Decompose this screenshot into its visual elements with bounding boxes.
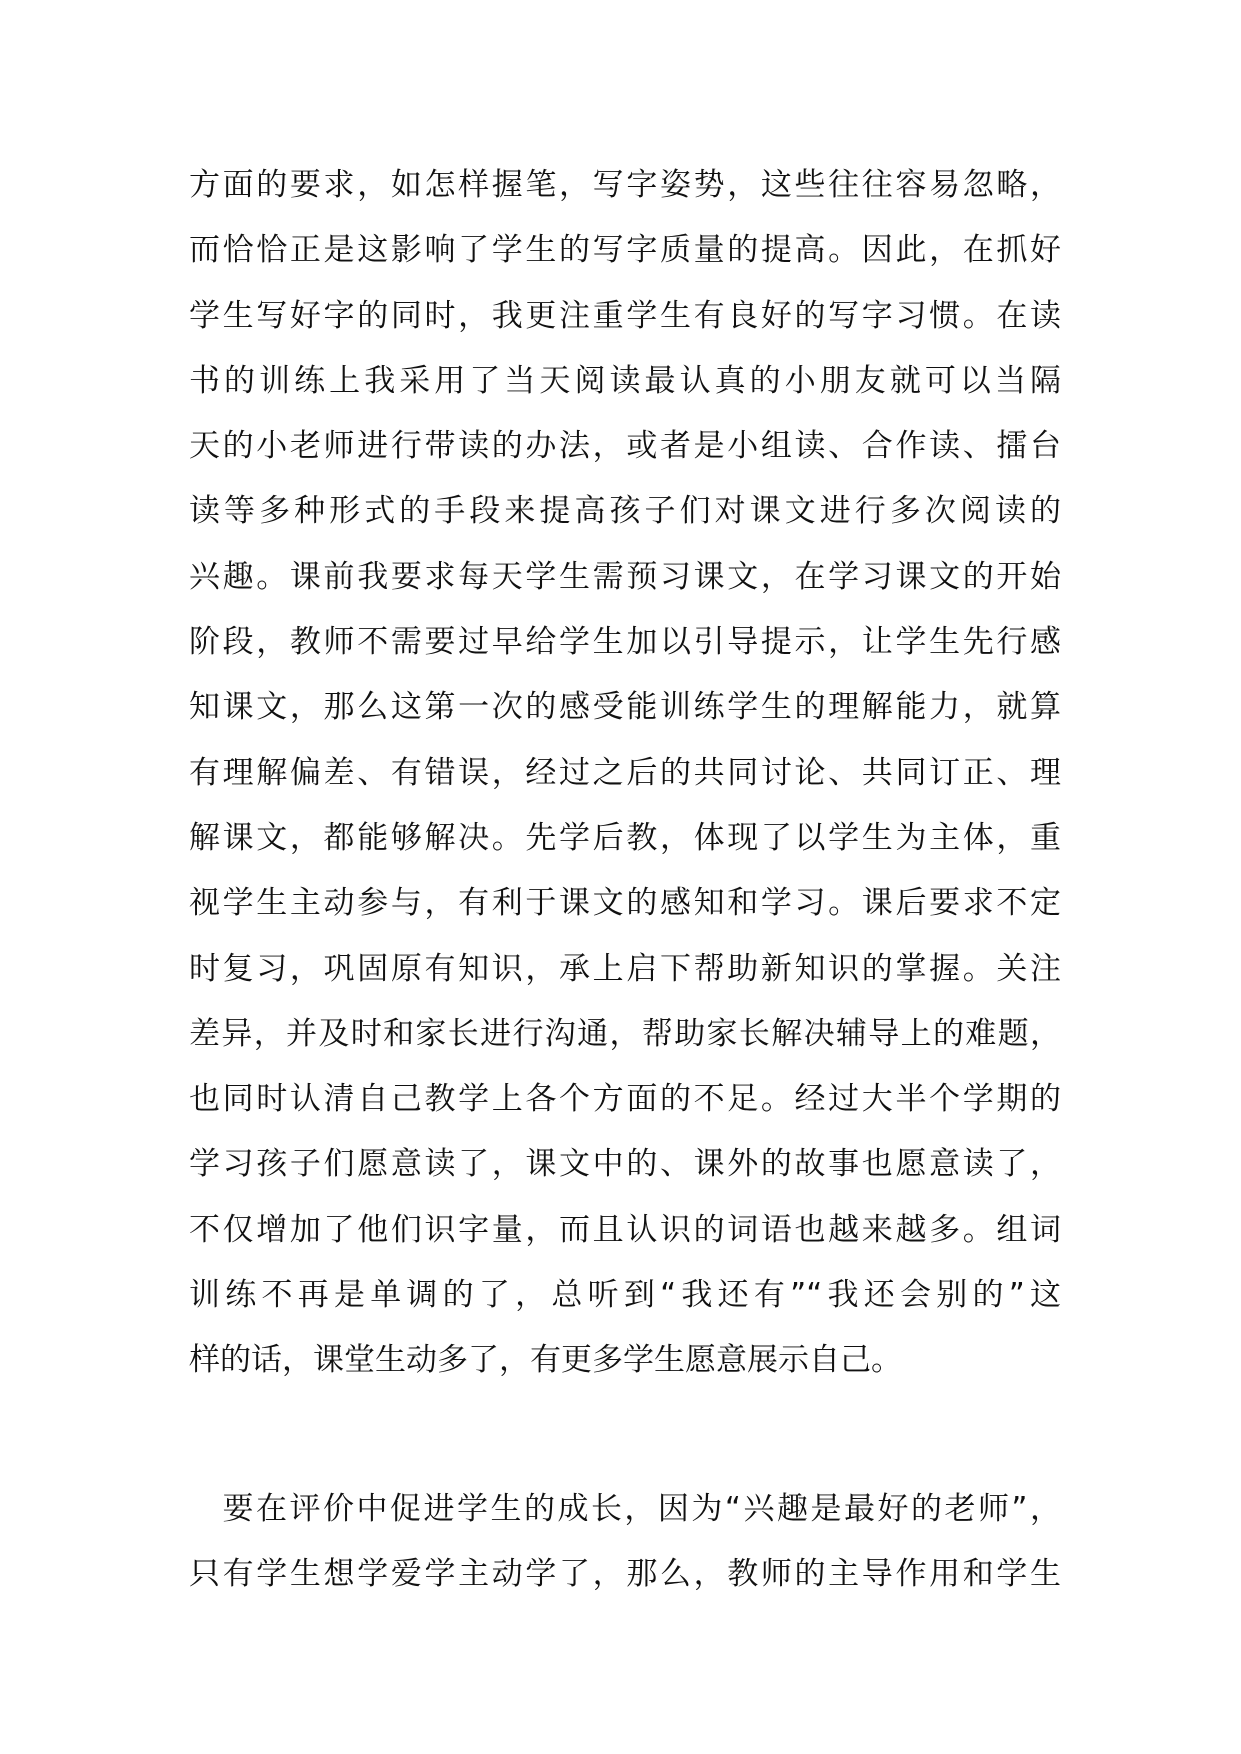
text-line: 兴趣。课前我要求每天学生需预习课文，在学习课文的开始 xyxy=(189,558,1061,595)
text-line: 只有学生想学爱学主动学了，那么，教师的主导作用和学生 xyxy=(189,1556,1061,1593)
text-line: 而恰恰正是这影响了学生的写字质量的提高。因此，在抓好 xyxy=(189,232,1061,269)
text-line: 天的小老师进行带读的办法，或者是小组读、合作读、擂台 xyxy=(189,428,1061,465)
text-line: 学生写好字的同时，我更注重学生有良好的写字习惯。在读 xyxy=(189,297,1061,334)
text-line: 读等多种形式的手段来提高孩子们对课文进行多次阅读的 xyxy=(189,493,1061,530)
text-line: 视学生主动参与，有利于课文的感知和学习。课后要求不定 xyxy=(189,885,1061,922)
text-line: 时复习，巩固原有知识，承上启下帮助新知识的掌握。关注 xyxy=(189,950,1061,987)
paragraph-1 xyxy=(189,153,1061,1394)
text-line: 也同时认清自己教学上各个方面的不足。经过大半个学期的 xyxy=(189,1081,1061,1118)
text-line: 差异，并及时和家长进行沟通，帮助家长解决辅导上的难题， xyxy=(189,1015,1061,1052)
text-line: 训练不再是单调的了，总听到“我还有”“我还会别的”这 xyxy=(189,1277,1061,1314)
text-line: 要在评价中促进学生的成长，因为“兴趣是最好的老师”， xyxy=(189,1491,1061,1527)
text-line: 不仅增加了他们识字量，而且认识的词语也越来越多。组词 xyxy=(189,1211,1061,1248)
text-line: 方面的要求，如怎样握笔，写字姿势，这些往往容易忽略， xyxy=(189,167,1061,203)
text-line: 样的话，课堂生动多了，有更多学生愿意展示自己。 xyxy=(189,1342,902,1379)
text-line: 书的训练上我采用了当天阅读最认真的小朋友就可以当隔 xyxy=(189,362,1061,399)
text-line: 阶段，教师不需要过早给学生加以引导提示，让学生先行感 xyxy=(189,624,1061,661)
paragraph-2 xyxy=(189,1477,1061,1608)
text-line: 有理解偏差、有错误，经过之后的共同讨论、共同订正、理 xyxy=(189,754,1061,791)
text-line: 解课文，都能够解决。先学后教，体现了以学生为主体，重 xyxy=(189,819,1061,856)
text-line: 学习孩子们愿意读了，课文中的、课外的故事也愿意读了， xyxy=(189,1146,1061,1183)
text-line: 知课文，那么这第一次的感受能训练学生的理解能力，就算 xyxy=(189,689,1061,726)
